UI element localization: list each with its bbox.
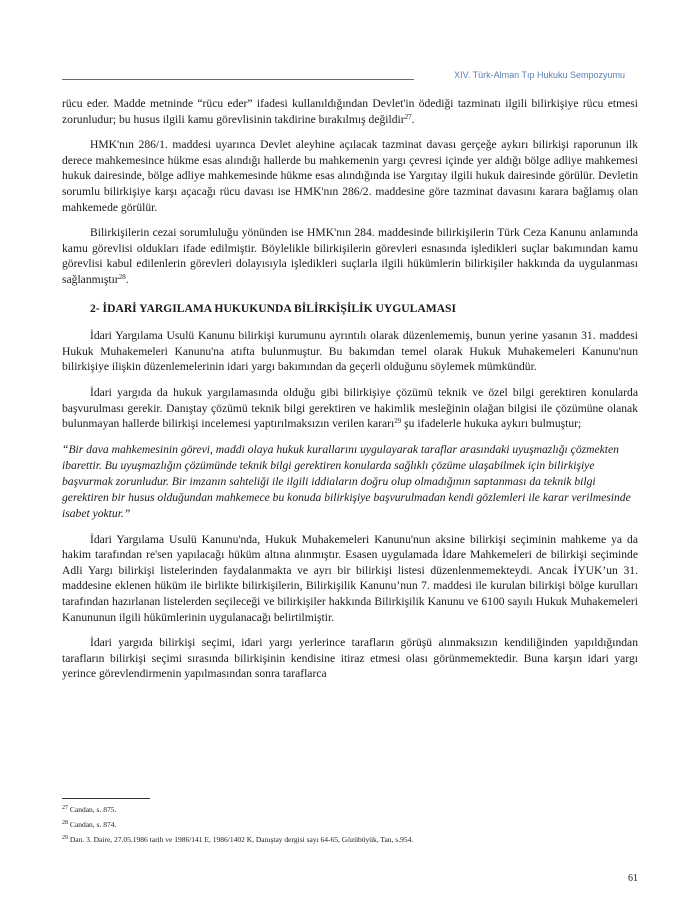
footnote-29	[62, 834, 638, 845]
footnote-ref-28[interactable]: 28	[118, 272, 126, 281]
page-body	[62, 96, 638, 692]
paragraph-2: HMK'nın 286/1. maddesi uyarınca Devlet aleyhine açılacak tazminat davası gerçeğe aykırı bilirkişi raporunun ilk derece mahkemesince hükme esas alındığı hallerde bu mahkemenin yargı çevresi içinde yer aldığı bölge adliye mahkemesi hukuk dairesinde, bölge adliye mahkemesinde hükme esas alındığında ise Yargıtay ilgili hukuk dairesinde görülür. Devletin sorumlu bilirkişiye karşı açacağı rücu davası ise HMK'nın 286/2. maddesine göre tazminat davasını karara bağlamış olan mahkemede görülür.	[62, 138, 638, 214]
paragraph-4: İdari Yargılama Usulü Kanunu bilirkişi kurumunu ayrıntılı olarak düzenlememiş, bunun yerine yasanın 31. maddesi Hukuk Muhakemeleri Kanunu'na atıfta bulunmuştur. Bu bakımdan temel olarak Hukuk Muhakemeleri Kanunu'nun bilirkişiye ilişkin düzenlemelerinin idari yargı bakımından da geçerli olduğunu söylemek mümkündür.	[62, 329, 638, 374]
footnote-28	[62, 819, 638, 830]
paragraph-5	[62, 385, 638, 432]
paragraph-5-text-b: şu ifadelerle hukuka aykırı bulmuştur;	[401, 417, 582, 431]
footnote-rule	[62, 798, 150, 799]
section-heading: 2- İDARİ YARGILAMA HUKUKUNDA BİLİRKİŞİLİK UYGULAMASI	[90, 301, 457, 315]
block-quote: “Bir dava mahkemesinin görevi, maddi olaya hukuk kurallarını uygulayarak taraflar arasındaki uyuşmazlığı çözmekten ibarettir. Bu uyuşmazlığın çözümünde teknik bilgi gerektiren konularda sağlıklı çözüme ulaşabilmek için bilirkişiye başvurmak zorunludur. Bir imzanın sahteliği ile ilgili iddiaların doğru olup olmadığının saptanması da teknik bilgi gerektiren bir husus olduğundan mahkemece bu konuda bilirkişiye başvurulmadan kendi gözlemleri ile karar verilmesinde isabet yoktur.”	[62, 442, 631, 520]
paragraph-3: Bilirkişilerin cezai sorumluluğu yönünden ise HMK'nın 284. maddesinde bilirkişilerin Türk Ceza Kanunu anlamında kamu görevlisi oldukları ifade edilmiştir. Böylelikle bilirkişilerin görevleri esnasında işledikleri suçlar bakımından kamu görevlisi kabul edilenlerin görevleri dolayısıyla işledikleri suçlarla ilgili hükümlerin bilirkişiler hakkında da uygulanması sağlanmıştır$^{28}$.	[62, 226, 638, 286]
footnote-27	[62, 804, 638, 815]
footnote-number: 27	[62, 805, 68, 811]
footnote-ref-27[interactable]: 27	[404, 112, 412, 121]
paragraph-3-text: Bilirkişilerin cezai sorumluluğu yönünden ise HMK'nın 284. maddesinde bilirkişilerin Türk Ceza Kanunu anlamında kamu görevlisi oldukları ifade edilmiştir. Böylelikle bilirkişilerin görevleri esnasında işledikleri suçlar bakımından kamu görevlisi kabul edilenlerin görevleri dolayısıyla işledikleri suçlarla ilgili hükümlerin bilirkişiler hakkında da uygulanması sağlanmıştır	[62, 226, 638, 286]
paragraph-7: İdari yargıda bilirkişi seçimi, idari yargı yerlerince tarafların görüşü alınmaksızın kendiliğinden yapıldığından tarafların bilirkişi seçimi sırasında bilirkişinin kendisine itiraz etmesi olası görünmemektedir. Buna karşın idari yargı yerince görevlendirmenin yapılmasından sonra taraflarca	[62, 636, 638, 681]
footnote-ref-29[interactable]: 29	[394, 417, 402, 426]
header-rule	[62, 79, 414, 80]
running-header-title: XIV. Türk-Alman Tıp Hukuku Sempozyumu	[454, 70, 625, 80]
paragraph-1-text: rücu eder. Madde metninde “rücu eder” ifadesi kullanıldığından Devlet'in ödediği tazminatı ilgili bilirkişiye rücu etmesi zorunludur; bu husus ilgili kamu görevlisinin takdirine bırakılmış değildir	[62, 97, 638, 126]
footnote-text: Dan. 3. Daire, 27.05.1986 tarih ve 1986/141 E, 1986/1402 K, Danıştay dergisi sayı 64-65, Gözübüyük, Tan, s.954.	[69, 835, 414, 844]
footnote-number: 29	[62, 835, 68, 841]
page-number: 61	[628, 873, 638, 884]
paragraph-1: rücu eder. Madde metninde “rücu eder” ifadesi kullanıldığından Devlet'in ödediği tazminatı ilgili bilirkişiye rücu etmesi zorunludur; bu husus ilgili kamu görevlisinin takdirine bırakılmış değildir$^{27}$.	[62, 97, 638, 126]
footnote-number: 28	[62, 820, 68, 826]
paragraph-6: İdari Yargılama Usulü Kanunu'nda, Hukuk Muhakemeleri Kanunu'nun aksine bilirkişi seçiminin mahkeme ya da hakim tarafından re'sen yapılacağı hüküm altına alınmıştır. Esasen uygulamada İdare Mahkemeleri de bilirkişi seçiminde Adli Yargı bilirkişi listelerinden faydalanmakta ve ayrı bir bilirkişi listesi düzenlenmemekteydi. Ancak İYUK’un 31. maddesine eklenen hüküm ile birlikte bilirkişilerin, Bilirkişilik Kanunu’nun 7. maddesi ile kurulan bilirkişi bölge kurulları tarafından hazırlanan listelerden seçileceği ve bilirkişiler hakkında Bilirkişilik Kanunu ve 6100 sayılı Hukuk Muhakemeleri Kanununun ilgili hükümlerinin uygulanacağı belirtilmiştir.	[62, 532, 638, 624]
paragraph-5-text-a: İdari yargıda da hukuk yargılamasında olduğu gibi bilirkişiye çözümü teknik ve özel bilgi gerektiren konularda başvurulması gerekir. Danıştay çözümü teknik bilgi gerektiren ve hakimlik mesleğinin olağan bilgisi ile çözümüne olanak bulunmayan hallerde bilirkişi incelemesi yaptırılmaksızın verilen kararı	[62, 385, 638, 431]
footnote-text: Candan, s. 874.	[69, 820, 117, 829]
footnote-text: Candan, s. 875.	[69, 805, 117, 814]
footnotes	[62, 804, 638, 849]
